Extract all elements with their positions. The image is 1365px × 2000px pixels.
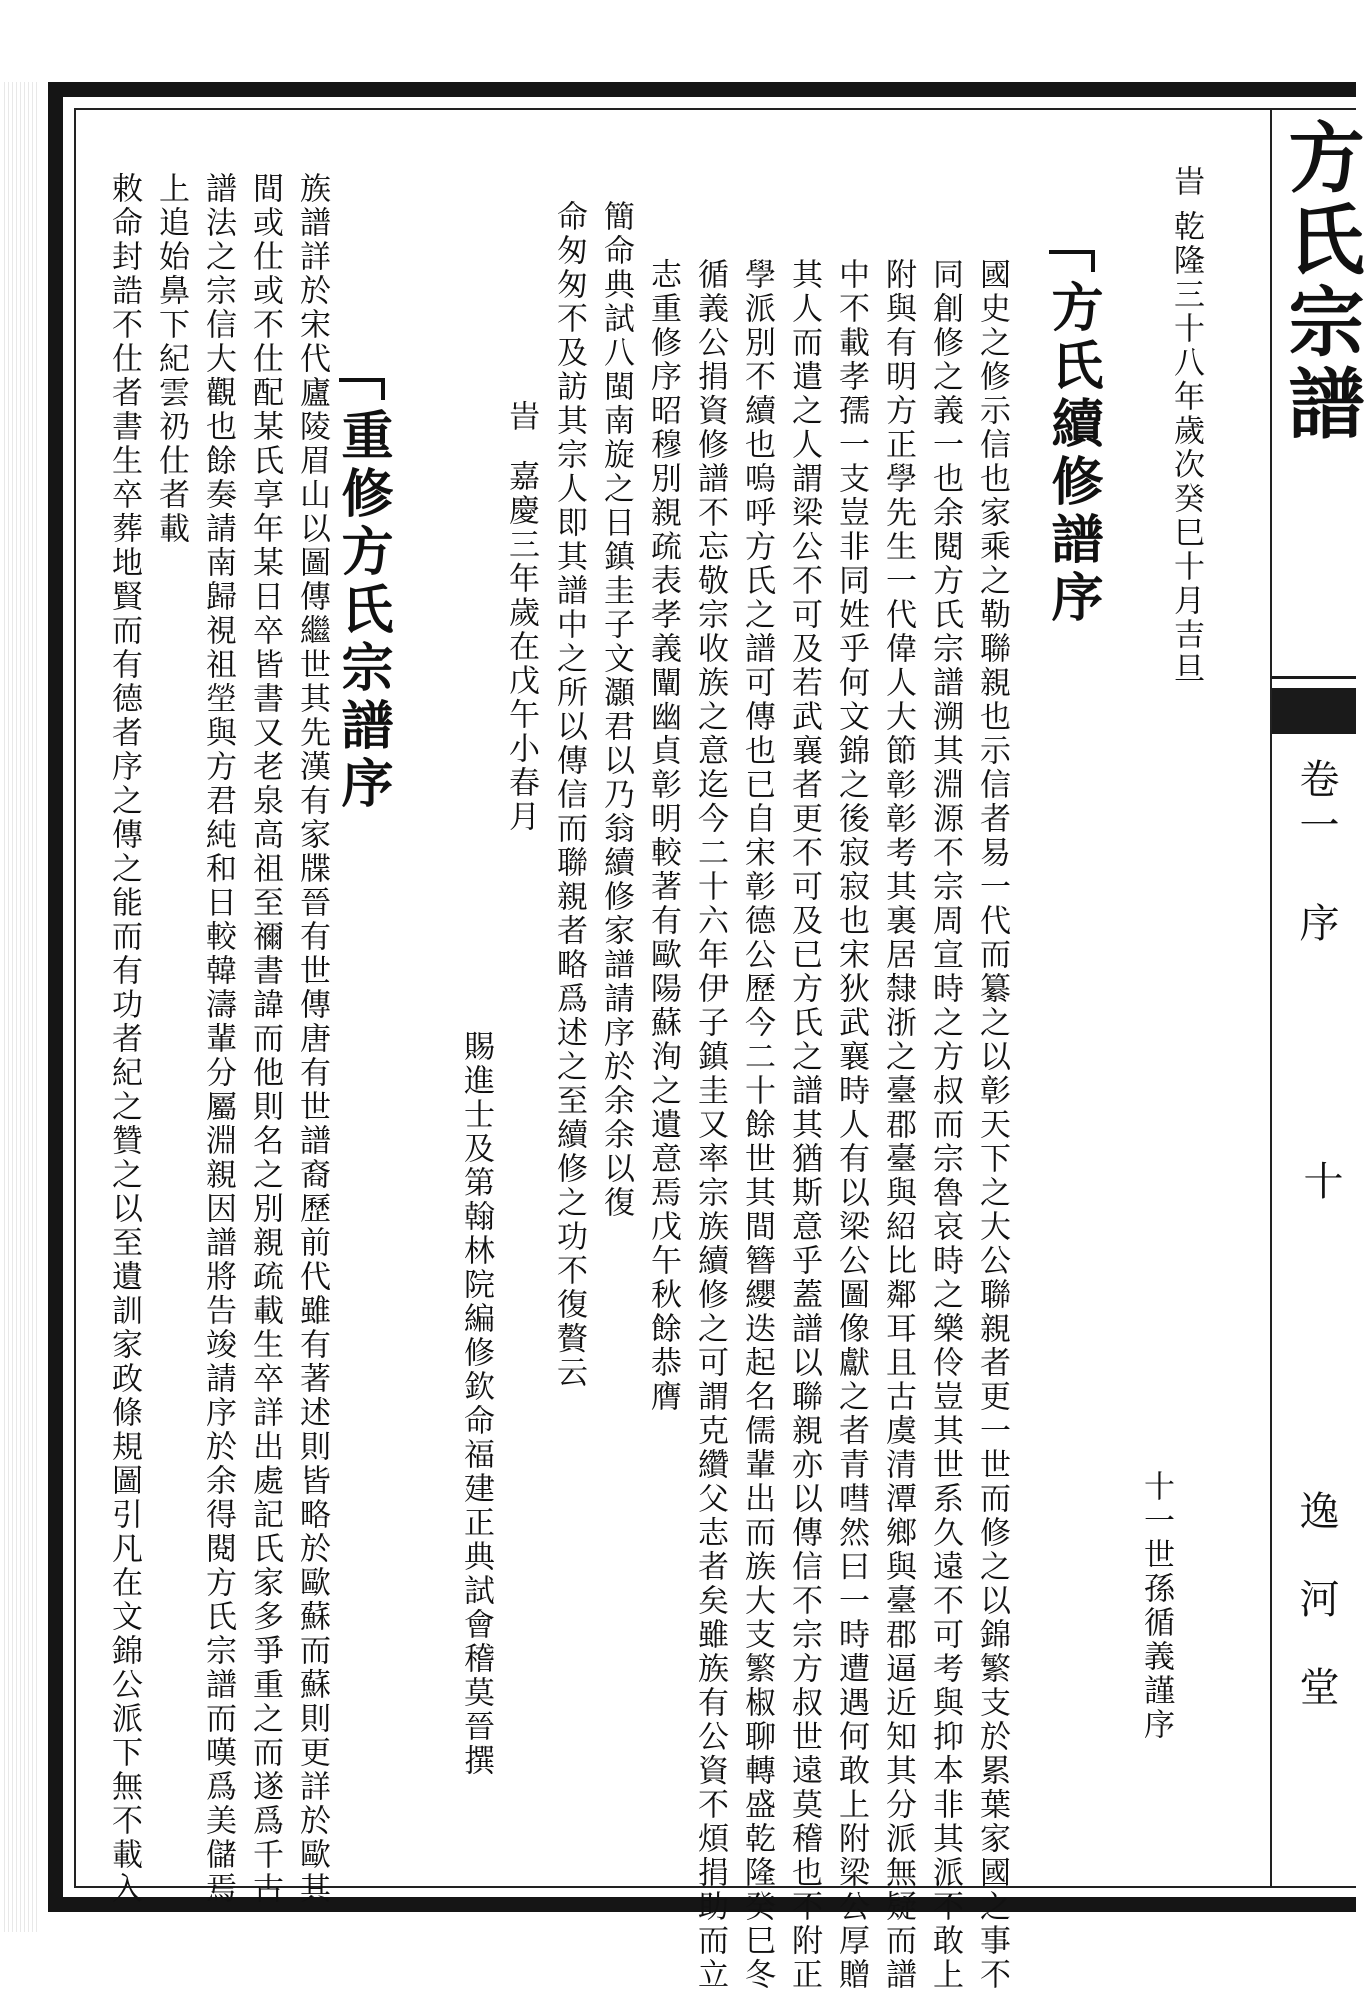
fish-tail-mark <box>1272 688 1356 734</box>
banxin-divider <box>1270 108 1272 1888</box>
page-number: 十 <box>1297 1160 1343 1206</box>
preface1-title-text: 方氏續修譜序 <box>1042 280 1103 628</box>
emperor-mark-1: 旹 <box>1168 165 1204 199</box>
preface2-line-1: 簡命典試八閩南旋之日鎮圭子文灝君以乃翁續修家譜請序於余余以復 <box>598 200 634 1220</box>
volume-section: 卷一 序 <box>1293 758 1339 948</box>
preface1-signature: 十一世孫循義謹序 <box>1138 1470 1174 1742</box>
preface3-line-4: 上追始鼻下紀雲礽仕者載 <box>153 172 189 546</box>
preface3-title-text: 重修方氏宗譜序 <box>332 408 393 814</box>
preface3-title <box>332 378 393 814</box>
preface1-title <box>1042 250 1103 628</box>
preface3-line-5: 敕命封誥不仕者書生卒葬地賢而有德者序之傳之能而有功者紀之贊之以至遺訓家政條規圖引凡在文錦公派下無不載入 <box>106 172 142 1906</box>
preface2-signature: 賜進士及第翰林院編修欽命福建正典試會稽莫晉撰 <box>458 1030 494 1778</box>
preface1-line-7: 循義公捐資修譜不忘敬宗收族之意迄今二十六年伊子鎮圭又率宗族續修之可謂克纘父志者矣雖族有公資不煩捐助而立 <box>692 258 728 1992</box>
preface1-line-1: 國史之修示信也家乘之勒聯親也示信者易一代而纂之以彰天下之大公聯親者更一世而修之以錦繁支於累葉家國之事不 <box>974 258 1010 1992</box>
preface1-line-5: 其人而遣之人謂梁公不可及若武襄者更不可及已方氏之譜其猶斯意乎蓋譜以聯親亦以傳信不宗方叔世遠莫稽也不附正 <box>786 258 822 1992</box>
preface1-line-8: 志重修序昭穆別親疏表孝義闡幽貞彰明較著有歐陽蘇洵之遺意焉戊午秋餘恭膺 <box>645 258 681 1414</box>
preface3-line-2: 間或仕或不仕配某氏享年某日卒皆書又老泉高祖至禰書諱而他則名之別親疏載生卒詳出處記氏家多爭重之而遂爲千古 <box>247 172 283 1906</box>
preface1-date: 乾隆三十八年歲次癸巳十月吉旦 <box>1168 210 1204 686</box>
scan-edge-stripe <box>4 82 40 1932</box>
preface1-line-3: 附與有明方正學先生一代偉人大節彰彰考其裏居隸浙之臺郡臺與紹比鄰耳且古虞清潭鄉與臺郡逼近知其分派無疑而譜 <box>880 258 916 1992</box>
preface2-line-2: 命匆匆不及訪其宗人即其譜中之所以傳信而聯親者略爲述之至續修之功不復贅云 <box>551 200 587 1390</box>
preface1-line-6: 學派別不續也嗚呼方氏之譜可傳也已自宋彰德公歷今二十餘世其間簪纓迭起名儒輩出而族大支繁椒聊轉盛乾隆癸巳冬 <box>739 258 775 1992</box>
preface1-line-2: 同創修之義一也余閱方氏宗譜溯其淵源不宗周宣時之方叔而宗魯哀時之樂伶豈其世系久遠不可考與抑本非其派不敢上 <box>927 258 963 1992</box>
preface2-date: 嘉慶三年歲在戊午小春月 <box>503 460 539 834</box>
emperor-mark-2b: 旹 <box>503 400 539 434</box>
book-title: 方氏宗譜 <box>1276 118 1365 446</box>
section-mark <box>339 378 385 400</box>
section-mark <box>1049 250 1095 272</box>
fish-tail-line <box>1272 676 1356 679</box>
preface3-line-1: 族譜詳於宋代廬陵眉山以圖傳繼世其先漢有家牒晉有世傳唐有世譜裔歷前代雖有著述則皆略於歐蘇而蘇則更詳於歐其 <box>294 172 330 1906</box>
hall-name: 逸河堂 <box>1293 1490 1339 1754</box>
preface3-line-3: 譜法之宗信大觀也餘奏請南歸視祖塋與方君純和日較韓濤輩分屬淵親因譜將告竣請序於余得閱方氏宗譜而嘆爲美儲焉 <box>200 172 236 1906</box>
preface1-line-4: 中不載孝孺一支豈非同姓乎何文錦之後寂寂也宋狄武襄時人有以梁公圖像獻之者青嘒然曰一時遭遇何敢上附梁公厚贈 <box>833 258 869 1992</box>
